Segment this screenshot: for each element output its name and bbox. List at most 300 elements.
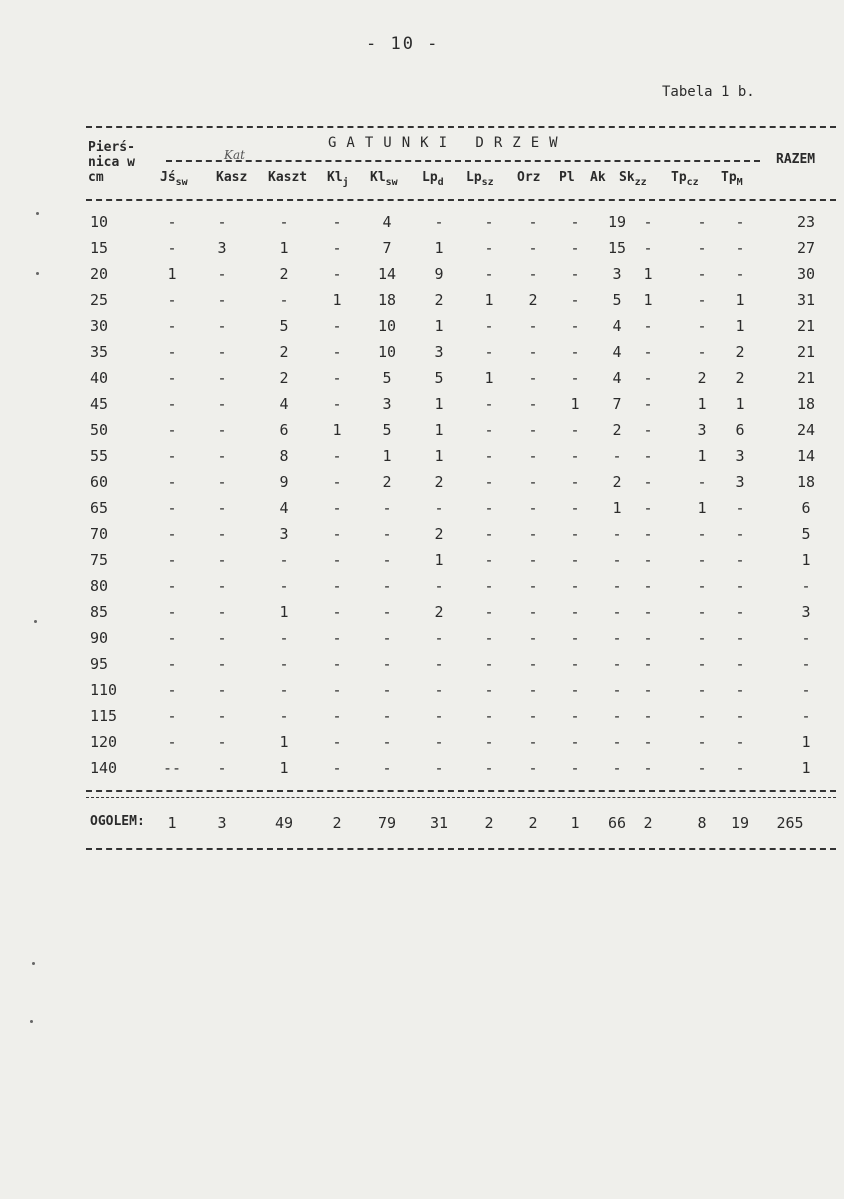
table-cell: 9 <box>279 473 289 491</box>
row-total-cell: 18 <box>796 473 816 491</box>
column-header: $Sk_{zz}$ <box>619 170 647 188</box>
table-cell: 9 <box>434 265 444 283</box>
table-cell: - <box>484 629 494 647</box>
table-cell: - <box>735 655 745 673</box>
table-cell: - <box>643 421 653 439</box>
table-cell: - <box>528 473 538 491</box>
column-total-cell: 49 <box>274 814 294 832</box>
column-header: Orz <box>517 170 541 185</box>
table-cell: 1 <box>484 291 494 309</box>
table-cell: - <box>484 421 494 439</box>
table-row <box>0 499 844 525</box>
table-cell: - <box>528 239 538 257</box>
table-cell: - <box>484 551 494 569</box>
column-header: $Lp_d$ <box>422 170 444 188</box>
table-cell: - <box>279 577 289 595</box>
table-cell: - <box>697 525 707 543</box>
table-cell: 2 <box>697 369 707 387</box>
table-cell: - <box>167 343 177 361</box>
table-cell: - <box>570 369 580 387</box>
table-cell: - <box>332 733 342 751</box>
table-cell: - <box>643 473 653 491</box>
table-cell: - <box>612 707 622 725</box>
table-cell: 2 <box>382 473 392 491</box>
diameter-cell: 35 <box>90 343 109 361</box>
table-cell: - <box>735 603 745 621</box>
table-cell: - <box>643 759 653 777</box>
table-cell: 1 <box>279 733 289 751</box>
table-cell: - <box>643 447 653 465</box>
table-cell: - <box>434 733 444 751</box>
table-cell: 1 <box>434 447 444 465</box>
table-cell: - <box>217 369 227 387</box>
table-cell: 2 <box>528 291 538 309</box>
table-cell: - <box>332 655 342 673</box>
table-cell: - <box>167 629 177 647</box>
table-cell: - <box>570 707 580 725</box>
table-cell: - <box>434 213 444 231</box>
table-cell: 1 <box>643 265 653 283</box>
diameter-cell: 80 <box>90 577 109 595</box>
table-cell: - <box>217 655 227 673</box>
table-cell: - <box>382 759 392 777</box>
table-cell: 3 <box>612 265 622 283</box>
table-cell: - <box>332 759 342 777</box>
column-header: Ak <box>590 170 606 185</box>
column-header: Kasz <box>216 170 248 185</box>
table-cell: - <box>643 707 653 725</box>
table-cell: - <box>735 733 745 751</box>
diameter-cell: 75 <box>90 551 109 569</box>
table-cell: 1 <box>697 395 707 413</box>
table-cell: - <box>697 681 707 699</box>
table-cell: - <box>217 629 227 647</box>
row-total-cell: 5 <box>801 525 811 543</box>
table-cell: - <box>697 343 707 361</box>
table-cell: 3 <box>217 239 227 257</box>
table-cell: - <box>570 317 580 335</box>
table-row <box>0 655 844 681</box>
table-cell: 4 <box>279 499 289 517</box>
table-cell: - <box>382 707 392 725</box>
table-cell: - <box>528 369 538 387</box>
table-cell: - <box>528 603 538 621</box>
table-cell: - <box>643 499 653 517</box>
table-cell: - <box>570 291 580 309</box>
table-cell: - <box>332 551 342 569</box>
table-row <box>0 603 844 629</box>
row-total-cell: 6 <box>801 499 811 517</box>
table-cell: 7 <box>612 395 622 413</box>
row-total-cell: 14 <box>796 447 816 465</box>
table-cell: 18 <box>377 291 397 309</box>
table-row <box>0 213 844 239</box>
row-total-cell: 18 <box>796 395 816 413</box>
table-cell: 5 <box>279 317 289 335</box>
table-row <box>0 291 844 317</box>
table-cell: 1 <box>382 447 392 465</box>
table-cell: - <box>612 759 622 777</box>
table-cell: - <box>382 681 392 699</box>
scan-speck <box>32 962 35 965</box>
table-row <box>0 473 844 499</box>
table-cell: 1 <box>434 239 444 257</box>
table-cell: - <box>570 265 580 283</box>
table-cell: - <box>735 213 745 231</box>
table-cell: - <box>570 681 580 699</box>
table-cell: - <box>484 681 494 699</box>
table-cell: - <box>332 629 342 647</box>
table-cell: - <box>484 759 494 777</box>
table-cell: - <box>332 707 342 725</box>
table-cell: 10 <box>377 343 397 361</box>
row-total-cell: 24 <box>796 421 816 439</box>
table-cell: - <box>528 395 538 413</box>
table-cell: - <box>484 707 494 725</box>
table-cell: - <box>528 629 538 647</box>
table-cell: 3 <box>735 447 745 465</box>
table-cell: - <box>528 447 538 465</box>
table-cell: - <box>167 681 177 699</box>
table-cell: - <box>643 317 653 335</box>
table-row <box>0 369 844 395</box>
table-cell: - <box>434 577 444 595</box>
table-cell: - <box>570 239 580 257</box>
table-row <box>0 265 844 291</box>
table-cell: - <box>697 759 707 777</box>
row-total-cell: - <box>801 577 811 595</box>
diameter-cell: 55 <box>90 447 109 465</box>
table-cell: - <box>735 551 745 569</box>
table-cell: - <box>332 603 342 621</box>
table-cell: - <box>735 681 745 699</box>
diameter-cell: 30 <box>90 317 109 335</box>
table-cell: 1 <box>697 499 707 517</box>
row-total-cell: 21 <box>796 369 816 387</box>
table-row <box>0 629 844 655</box>
table-cell: - <box>528 525 538 543</box>
totals-label: OGOLEM: <box>90 814 145 829</box>
table-cell: - <box>332 317 342 335</box>
table-cell: 1 <box>279 239 289 257</box>
diameter-cell: 20 <box>90 265 109 283</box>
table-cell: - <box>612 447 622 465</box>
table-cell: - <box>382 577 392 595</box>
table-cell: - <box>217 395 227 413</box>
diameter-cell: 50 <box>90 421 109 439</box>
table-cell: 1 <box>697 447 707 465</box>
table-cell: 2 <box>735 369 745 387</box>
table-cell: 1 <box>167 265 177 283</box>
table-cell: - <box>643 395 653 413</box>
column-total-cell: 3 <box>217 814 227 832</box>
table-row <box>0 343 844 369</box>
table-cell: - <box>484 343 494 361</box>
table-cell: - <box>528 707 538 725</box>
column-total-cell: 1 <box>167 814 177 832</box>
table-cell: - <box>434 707 444 725</box>
table-cell: - <box>697 629 707 647</box>
table-cell: - <box>643 733 653 751</box>
table-cell: 4 <box>279 395 289 413</box>
column-total-cell: 2 <box>528 814 538 832</box>
column-total-cell: 66 <box>607 814 627 832</box>
table-cell: - <box>217 551 227 569</box>
table-cell: - <box>528 655 538 673</box>
table-cell: 10 <box>377 317 397 335</box>
table-row <box>0 759 844 785</box>
table-cell: - <box>643 551 653 569</box>
column-total-cell: 8 <box>697 814 707 832</box>
table-cell: 2 <box>434 473 444 491</box>
table-row <box>0 707 844 733</box>
table-cell: - <box>484 239 494 257</box>
table-cell: - <box>528 421 538 439</box>
column-total-cell: 2 <box>643 814 653 832</box>
diameter-cell: 85 <box>90 603 109 621</box>
totals-top-rule-2 <box>86 797 836 798</box>
table-cell: - <box>167 369 177 387</box>
table-cell: - <box>279 629 289 647</box>
table-cell: 6 <box>735 421 745 439</box>
diameter-cell: 25 <box>90 291 109 309</box>
table-cell: - <box>643 681 653 699</box>
table-cell: - <box>528 265 538 283</box>
table-cell: - <box>697 291 707 309</box>
scan-speck <box>30 1020 33 1023</box>
table-cell: - <box>528 317 538 335</box>
bottom-rule <box>86 848 836 850</box>
row-total-cell: 1 <box>801 759 811 777</box>
table-cell: - <box>484 265 494 283</box>
table-cell: 4 <box>612 343 622 361</box>
table-cell: - <box>167 499 177 517</box>
table-cell: 1 <box>735 395 745 413</box>
table-cell: - <box>570 577 580 595</box>
column-header: $Tp_M$ <box>721 170 743 188</box>
table-cell: - <box>612 603 622 621</box>
table-cell: - <box>735 707 745 725</box>
table-cell: - <box>279 551 289 569</box>
table-cell: 4 <box>382 213 392 231</box>
table-cell: 3 <box>735 473 745 491</box>
table-cell: - <box>167 213 177 231</box>
header-bottom-rule <box>86 199 836 201</box>
table-cell: - <box>332 265 342 283</box>
table-cell: 1 <box>434 395 444 413</box>
table-cell: - <box>167 473 177 491</box>
top-rule <box>86 126 836 128</box>
table-cell: - <box>735 499 745 517</box>
table-cell: - <box>217 447 227 465</box>
table-cell: 1 <box>570 395 580 413</box>
table-cell: - <box>484 447 494 465</box>
table-cell: - <box>643 343 653 361</box>
table-row <box>0 681 844 707</box>
table-cell: - <box>697 707 707 725</box>
table-cell: - <box>217 499 227 517</box>
table-cell: - <box>643 239 653 257</box>
table-cell: - <box>735 265 745 283</box>
row-total-cell: 1 <box>801 551 811 569</box>
table-row <box>0 421 844 447</box>
table-cell: - <box>332 369 342 387</box>
table-cell: 3 <box>434 343 444 361</box>
table-cell: 1 <box>735 317 745 335</box>
table-cell: - <box>484 395 494 413</box>
table-cell: 1 <box>332 291 342 309</box>
table-cell: - <box>217 577 227 595</box>
table-cell: - <box>217 707 227 725</box>
row-total-cell: - <box>801 655 811 673</box>
table-cell: - <box>484 603 494 621</box>
table-cell: - <box>217 759 227 777</box>
first-column-header: Pierś- nica w cm <box>88 140 135 185</box>
column-header: $Kl_j$ <box>327 170 349 188</box>
table-cell: - <box>528 759 538 777</box>
table-cell: - <box>697 213 707 231</box>
table-cell: - <box>570 733 580 751</box>
table-cell: 4 <box>612 369 622 387</box>
table-cell: - <box>697 577 707 595</box>
table-cell: 1 <box>484 369 494 387</box>
diameter-cell: 60 <box>90 473 109 491</box>
table-cell: 5 <box>434 369 444 387</box>
table-cell: - <box>434 655 444 673</box>
table-cell: - <box>279 707 289 725</box>
table-cell: - <box>382 655 392 673</box>
row-total-cell: 21 <box>796 343 816 361</box>
table-cell: - <box>643 603 653 621</box>
table-cell: - <box>697 551 707 569</box>
table-cell: - <box>167 421 177 439</box>
table-cell: 1 <box>735 291 745 309</box>
column-total-cell: 19 <box>730 814 750 832</box>
table-cell: - <box>528 213 538 231</box>
table-cell: 5 <box>382 421 392 439</box>
column-total-cell: 1 <box>570 814 580 832</box>
table-cell: - <box>332 343 342 361</box>
scan-speck <box>36 272 39 275</box>
table-cell: - <box>217 291 227 309</box>
table-cell: 4 <box>612 317 622 335</box>
scan-speck <box>34 620 37 623</box>
table-cell: 1 <box>434 551 444 569</box>
table-cell: - <box>735 759 745 777</box>
table-cell: - <box>570 759 580 777</box>
scan-speck <box>36 212 39 215</box>
table-cell: 1 <box>332 421 342 439</box>
column-total-cell: 2 <box>484 814 494 832</box>
table-row <box>0 317 844 343</box>
diameter-cell: 70 <box>90 525 109 543</box>
table-cell: - <box>484 733 494 751</box>
table-cell: - <box>612 681 622 699</box>
table-cell: - <box>434 681 444 699</box>
table-cell: - <box>612 551 622 569</box>
diameter-cell: 95 <box>90 655 109 673</box>
table-cell: - <box>434 759 444 777</box>
table-cell: 2 <box>279 369 289 387</box>
table-cell: - <box>167 239 177 257</box>
totals-top-rule <box>86 790 836 792</box>
table-cell: - <box>382 551 392 569</box>
column-total-cell: 2 <box>332 814 342 832</box>
table-cell: - <box>167 577 177 595</box>
table-cell: - <box>612 525 622 543</box>
table-cell: - <box>382 525 392 543</box>
table-cell: - <box>167 447 177 465</box>
diameter-cell: 65 <box>90 499 109 517</box>
table-cell: - <box>570 525 580 543</box>
row-total-cell: - <box>801 707 811 725</box>
table-cell: - <box>570 551 580 569</box>
group-rule <box>166 160 760 162</box>
table-cell: 14 <box>377 265 397 283</box>
table-cell: -- <box>162 759 182 777</box>
table-cell: 19 <box>607 213 627 231</box>
page-number: - 10 - <box>366 34 440 54</box>
table-row <box>0 525 844 551</box>
table-cell: 2 <box>434 291 444 309</box>
table-cell: - <box>570 655 580 673</box>
table-cell: - <box>167 291 177 309</box>
table-cell: - <box>167 655 177 673</box>
table-cell: - <box>528 681 538 699</box>
table-cell: 2 <box>612 421 622 439</box>
table-cell: - <box>570 421 580 439</box>
column-header: $Tp_{cz}$ <box>671 170 699 188</box>
column-total-cell: 31 <box>429 814 449 832</box>
table-cell: - <box>570 629 580 647</box>
table-cell: - <box>528 551 538 569</box>
grand-total-cell: 265 <box>776 814 804 832</box>
table-cell: - <box>167 707 177 725</box>
table-cell: 2 <box>434 525 444 543</box>
table-cell: - <box>528 499 538 517</box>
table-row <box>0 447 844 473</box>
table-cell: 5 <box>612 291 622 309</box>
table-cell: - <box>217 733 227 751</box>
table-row <box>0 733 844 759</box>
total-column-header: RAZEM <box>776 152 816 167</box>
row-total-cell: - <box>801 681 811 699</box>
table-cell: - <box>612 629 622 647</box>
table-cell: - <box>484 473 494 491</box>
table-cell: - <box>332 577 342 595</box>
table-cell: - <box>570 343 580 361</box>
table-cell: - <box>332 473 342 491</box>
table-cell: - <box>528 577 538 595</box>
table-cell: - <box>570 447 580 465</box>
table-row <box>0 239 844 265</box>
table-cell: - <box>570 213 580 231</box>
table-cell: 1 <box>279 759 289 777</box>
table-cell: - <box>332 447 342 465</box>
table-cell: - <box>167 317 177 335</box>
table-cell: - <box>735 239 745 257</box>
table-cell: 2 <box>279 265 289 283</box>
table-cell: - <box>643 369 653 387</box>
table-cell: - <box>332 395 342 413</box>
table-cell: - <box>570 473 580 491</box>
table-cell: - <box>643 655 653 673</box>
column-total-cell: 79 <box>377 814 397 832</box>
diameter-cell: 90 <box>90 629 109 647</box>
table-row <box>0 551 844 577</box>
totals-row <box>0 814 844 840</box>
table-cell: - <box>332 525 342 543</box>
